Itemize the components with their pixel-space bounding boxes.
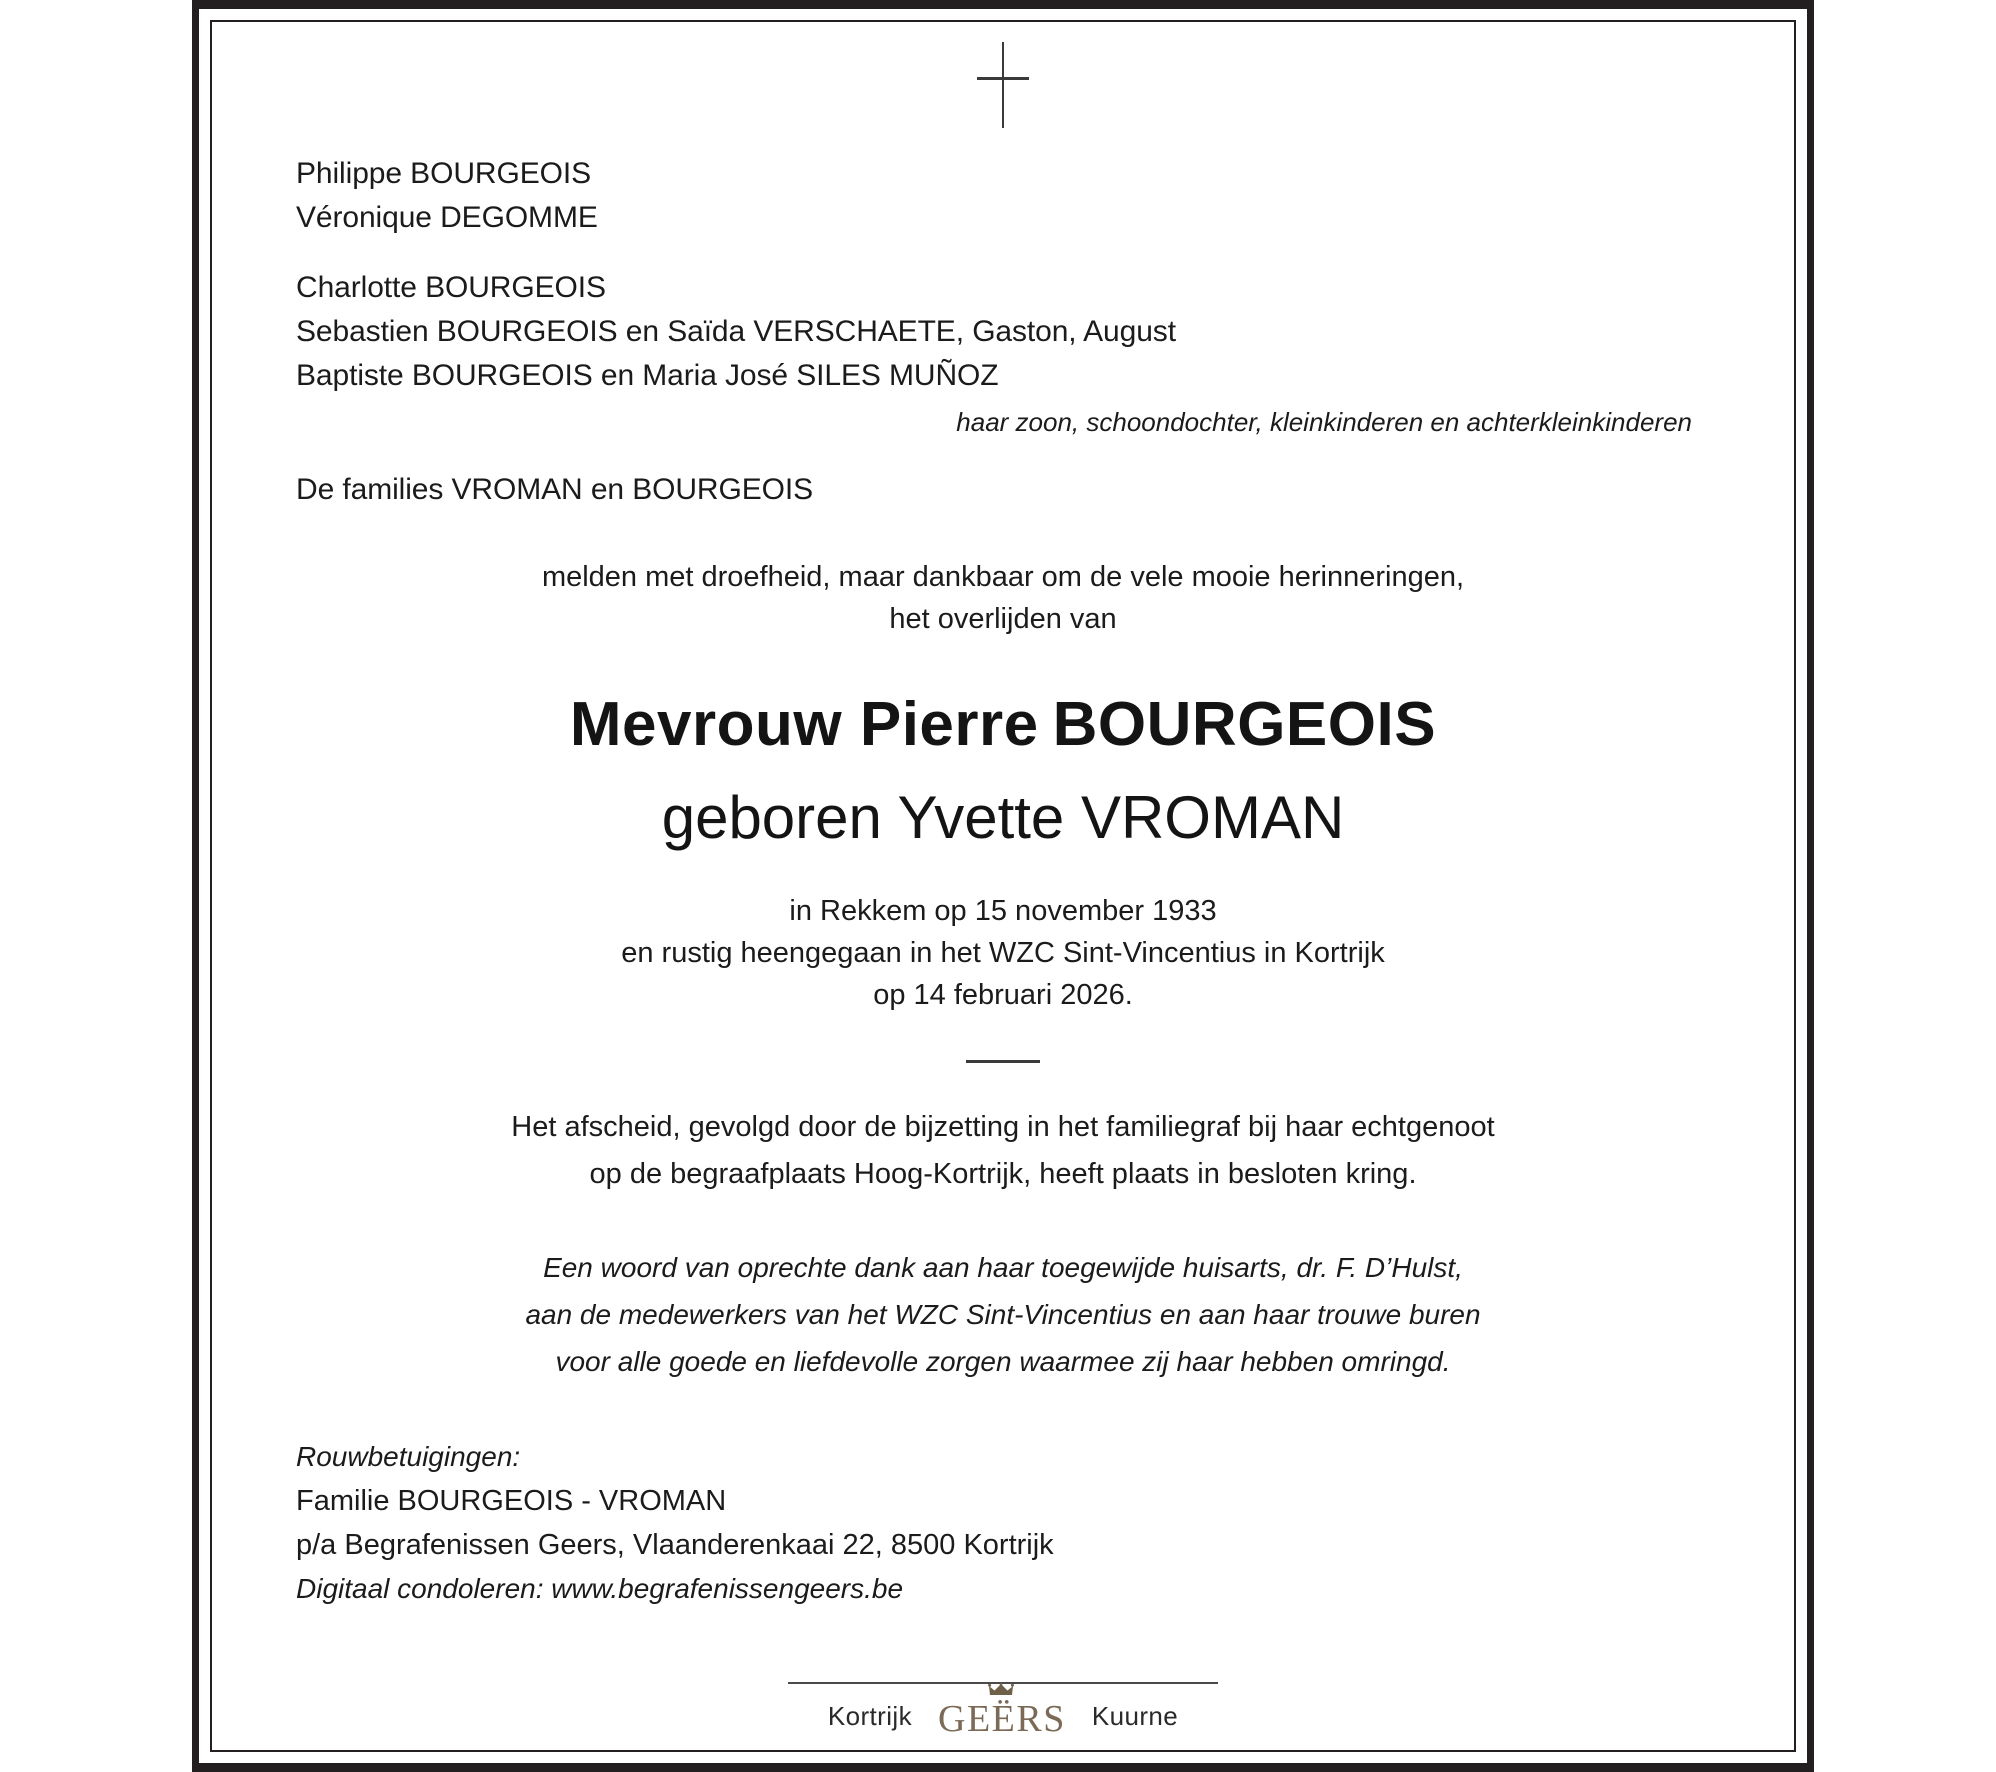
divider-rule — [966, 1060, 1040, 1063]
footer — [212, 1682, 1794, 1738]
thanks-line-2: aan de medewerkers van het WZC Sint-Vincentius en aan haar trouwe buren — [525, 1299, 1481, 1330]
thanks-text — [296, 1244, 1710, 1385]
cross-horizontal-bar — [977, 77, 1029, 80]
relation-note: haar zoon, schoondochter, kleinkinderen en achterkleinkinderen — [956, 407, 1692, 437]
memorial-card-content — [212, 22, 1794, 1750]
death-date-line: op 14 februari 2026. — [873, 979, 1133, 1011]
memorial-card-outer-border — [192, 0, 1814, 1772]
ceremony-line-2: op de begraafplaats Hoog-Kortrijk, heeft plaats in besloten kring. — [589, 1158, 1417, 1190]
condolences-label: Rouwbetuigingen: — [296, 1441, 521, 1472]
geers-logo — [938, 1694, 1066, 1738]
geers-logo-text: GEËRS — [938, 1698, 1066, 1740]
ceremony-text — [296, 1104, 1710, 1198]
memorial-card-inner-border — [210, 20, 1796, 1752]
survivor-name: Sebastien BOURGEOIS en Saïda VERSCHAETE, Gaston, August — [296, 315, 1176, 348]
page-margin-right — [1814, 0, 1996, 1772]
life-dates-block — [296, 890, 1710, 1016]
birth-line: in Rekkem op 15 november 1933 — [789, 895, 1217, 927]
survivors-couple-block — [296, 144, 1710, 240]
footer-brand — [212, 1694, 1794, 1738]
thanks-line-1: Een woord van oprechte dank aan haar toegewijde huisarts, dr. F. D’Hulst, — [543, 1252, 1463, 1283]
latin-cross-icon — [296, 22, 1710, 144]
condolences-address: p/a Begrafenissen Geers, Vlaanderenkaai 22, 8500 Kortrijk — [296, 1529, 1054, 1561]
deceased-surname: BOURGEOIS — [1052, 690, 1437, 759]
footer-city-right: Kuurne — [1091, 1700, 1179, 1731]
condolences-digital-link[interactable]: Digitaal condoleren: www.begrafenissengeers.be — [296, 1573, 904, 1604]
deceased-honorific: Mevrouw Pierre — [569, 690, 1039, 759]
families-line: De families VROMAN en BOURGEOIS — [296, 473, 814, 506]
announcement-text — [296, 556, 1710, 640]
survivor-name: Philippe BOURGEOIS — [296, 157, 591, 190]
crown-icon — [988, 1683, 1014, 1697]
cross-vertical-bar — [1002, 42, 1004, 128]
ceremony-line-1: Het afscheid, gevolgd door de bijzetting in het familiegraf bij haar echtgenoot — [511, 1111, 1495, 1143]
announcement-line-1: melden met droefheid, maar dankbaar om de vele mooie herinneringen, — [541, 561, 1465, 593]
death-place-line: en rustig heengegaan in het WZC Sint-Vincentius in Kortrijk — [621, 937, 1385, 969]
condolences-block — [296, 1435, 1710, 1611]
survivor-name: Charlotte BOURGEOIS — [296, 271, 606, 304]
section-divider — [296, 1050, 1710, 1070]
condolences-family: Familie BOURGEOIS - VROMAN — [296, 1485, 727, 1517]
footer-city-left: Kortrijk — [827, 1700, 912, 1731]
deceased-name-primary — [296, 688, 1710, 762]
thanks-line-3: voor alle goede en liefdevolle zorgen waarmee zij haar hebben omringd. — [555, 1346, 1451, 1377]
survivor-name: Véronique DEGOMME — [296, 201, 598, 234]
survivor-name: Baptiste BOURGEOIS en Maria José SILES MUÑOZ — [296, 359, 999, 392]
survivors-children-block — [296, 266, 1710, 398]
page-margin-left — [0, 0, 192, 1772]
announcement-line-2: het overlijden van — [889, 603, 1117, 635]
deceased-maiden-name: geboren Yvette VROMAN — [661, 784, 1345, 851]
